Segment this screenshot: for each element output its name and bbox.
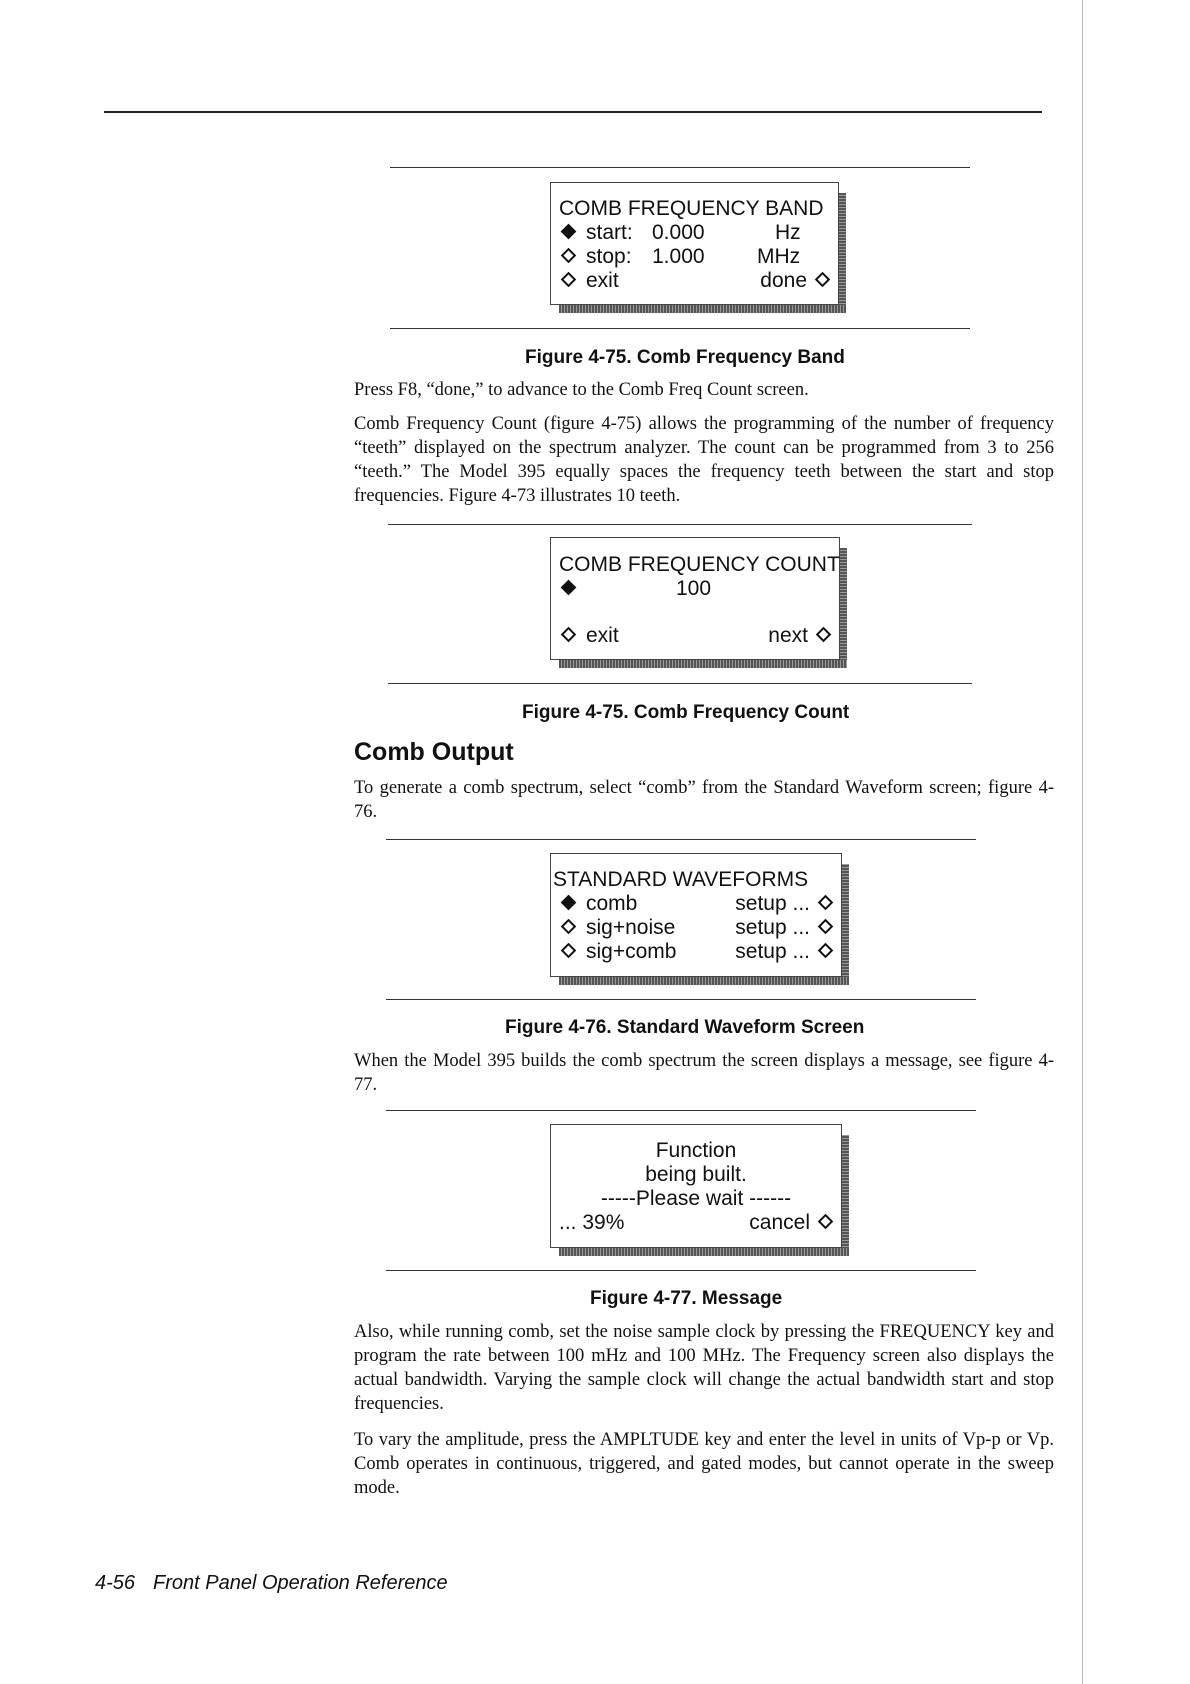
page-footer xyxy=(95,1572,448,1595)
footer-title: Front Panel Operation Reference xyxy=(153,1572,448,1594)
page-top-rule xyxy=(104,111,1042,113)
setup-button[interactable] xyxy=(735,940,833,964)
screen-shadow xyxy=(559,977,849,985)
cancel-label: cancel xyxy=(749,1211,810,1234)
page-number: 4-56 xyxy=(95,1572,136,1594)
figure-bottom-rule xyxy=(388,683,972,684)
setup-label: setup ... xyxy=(735,892,810,915)
figure-bottom-rule xyxy=(390,328,970,329)
screen-shadow xyxy=(559,1248,849,1256)
screen-title: COMB FREQUENCY BAND xyxy=(559,197,824,220)
figure-top-rule xyxy=(386,839,976,840)
figure-top-rule xyxy=(390,167,970,168)
screen-title: STANDARD WAVEFORMS xyxy=(553,868,809,891)
start-label: start: xyxy=(586,221,633,244)
diamond-icon xyxy=(818,895,834,911)
screen-shadow xyxy=(842,1135,849,1255)
done-label: done xyxy=(760,269,807,292)
progress-row xyxy=(559,1211,833,1235)
setup-button[interactable] xyxy=(735,892,833,916)
count-row[interactable] xyxy=(559,577,831,601)
screen-title: COMB FREQUENCY COUNT xyxy=(559,553,840,576)
next-button[interactable] xyxy=(768,624,831,648)
start-row[interactable] xyxy=(559,221,830,245)
figure-bottom-rule xyxy=(386,999,976,1000)
selected-diamond-icon xyxy=(561,580,577,596)
start-value[interactable]: 0.000 xyxy=(652,221,705,244)
exit-row[interactable] xyxy=(559,269,830,293)
waveform-label: sig+noise xyxy=(586,916,676,939)
stop-row[interactable] xyxy=(559,245,830,269)
screen-shadow xyxy=(559,660,847,668)
diamond-icon xyxy=(561,248,577,264)
stop-label: stop: xyxy=(586,245,632,268)
done-button[interactable] xyxy=(760,269,830,293)
diamond-icon xyxy=(818,1214,834,1230)
comb-frequency-band-screen xyxy=(550,182,839,305)
figure-bottom-rule xyxy=(386,1270,976,1271)
start-unit: Hz xyxy=(775,221,801,244)
progress-text: ... 39% xyxy=(559,1211,625,1234)
message-screen xyxy=(550,1124,842,1248)
diamond-icon xyxy=(818,943,834,959)
paragraph: When the Model 395 builds the comb spectrum the screen displays a message, see figure 4-77. xyxy=(354,1051,1054,1095)
waveform-label: sig+comb xyxy=(586,940,677,963)
screen-shadow xyxy=(840,548,847,667)
setup-button[interactable] xyxy=(735,916,833,940)
figure-caption: Figure 4-75. Comb Frequency Count xyxy=(522,702,850,723)
waveform-item-sig-noise[interactable] xyxy=(559,916,833,940)
exit-label: exit xyxy=(586,624,619,647)
next-label: next xyxy=(768,624,808,647)
paragraph: Comb Frequency Count (figure 4-75) allows the programming of the number of frequency “teeth” displayed on the spectrum analyzer. The count can be programmed from 3 to 256 “teeth.” The Model 395 equally spaces the frequency teeth between the start and stop frequencies. Figure 4-73 illustrates 10 teeth. xyxy=(354,414,1054,506)
selected-diamond-icon xyxy=(561,224,577,240)
figure-top-rule xyxy=(388,524,972,525)
diamond-icon xyxy=(561,943,577,959)
stop-value[interactable]: 1.000 xyxy=(652,245,705,268)
paragraph: Also, while running comb, set the noise sample clock by pressing the FREQUENCY key and program the rate between 100 mHz and 100 MHz. The Frequency screen also displays the actual bandwidth. Varying the sample clock will change the actual bandwidth start and stop frequencies. xyxy=(354,1322,1054,1414)
figure-top-rule xyxy=(386,1110,976,1111)
setup-label: setup ... xyxy=(735,940,810,963)
section-heading: Comb Output xyxy=(354,738,514,766)
figure-caption: Figure 4-77. Message xyxy=(590,1288,783,1309)
paragraph: To generate a comb spectrum, select “comb” from the Standard Waveform screen; figure 4-76. xyxy=(354,778,1054,822)
page-edge-line xyxy=(1082,0,1083,1684)
screen-shadow xyxy=(839,193,846,312)
diamond-icon xyxy=(561,272,577,288)
message-line: Function xyxy=(655,1139,737,1162)
paragraph: Press F8, “done,” to advance to the Comb Freq Count screen. xyxy=(354,380,809,400)
figure-caption: Figure 4-75. Comb Frequency Band xyxy=(525,347,845,368)
message-line: -----Please wait ------ xyxy=(600,1187,792,1210)
stop-unit: MHz xyxy=(757,245,801,268)
exit-label: exit xyxy=(586,269,619,292)
cancel-button[interactable] xyxy=(749,1211,833,1235)
waveform-item-comb[interactable] xyxy=(559,892,833,916)
figure-caption: Figure 4-76. Standard Waveform Screen xyxy=(505,1017,865,1038)
message-line: being built. xyxy=(645,1163,747,1186)
diamond-icon xyxy=(816,627,832,643)
comb-frequency-count-screen xyxy=(550,537,840,660)
waveform-label: comb xyxy=(586,892,638,915)
screen-shadow xyxy=(842,864,849,984)
count-value[interactable]: 100 xyxy=(676,577,712,600)
standard-waveforms-screen xyxy=(550,853,842,977)
exit-row[interactable] xyxy=(559,624,831,648)
diamond-icon xyxy=(818,919,834,935)
diamond-icon xyxy=(815,272,831,288)
diamond-icon xyxy=(561,627,577,643)
screen-shadow xyxy=(559,305,846,313)
setup-label: setup ... xyxy=(735,916,810,939)
selected-diamond-icon xyxy=(561,895,577,911)
waveform-item-sig-comb[interactable] xyxy=(559,940,833,964)
diamond-icon xyxy=(561,919,577,935)
paragraph: To vary the amplitude, press the AMPLTUDE key and enter the level in units of Vp-p or Vp. Comb operates in continuous, triggered, and gated modes, but cannot operate in the sweep mode. xyxy=(354,1430,1054,1498)
